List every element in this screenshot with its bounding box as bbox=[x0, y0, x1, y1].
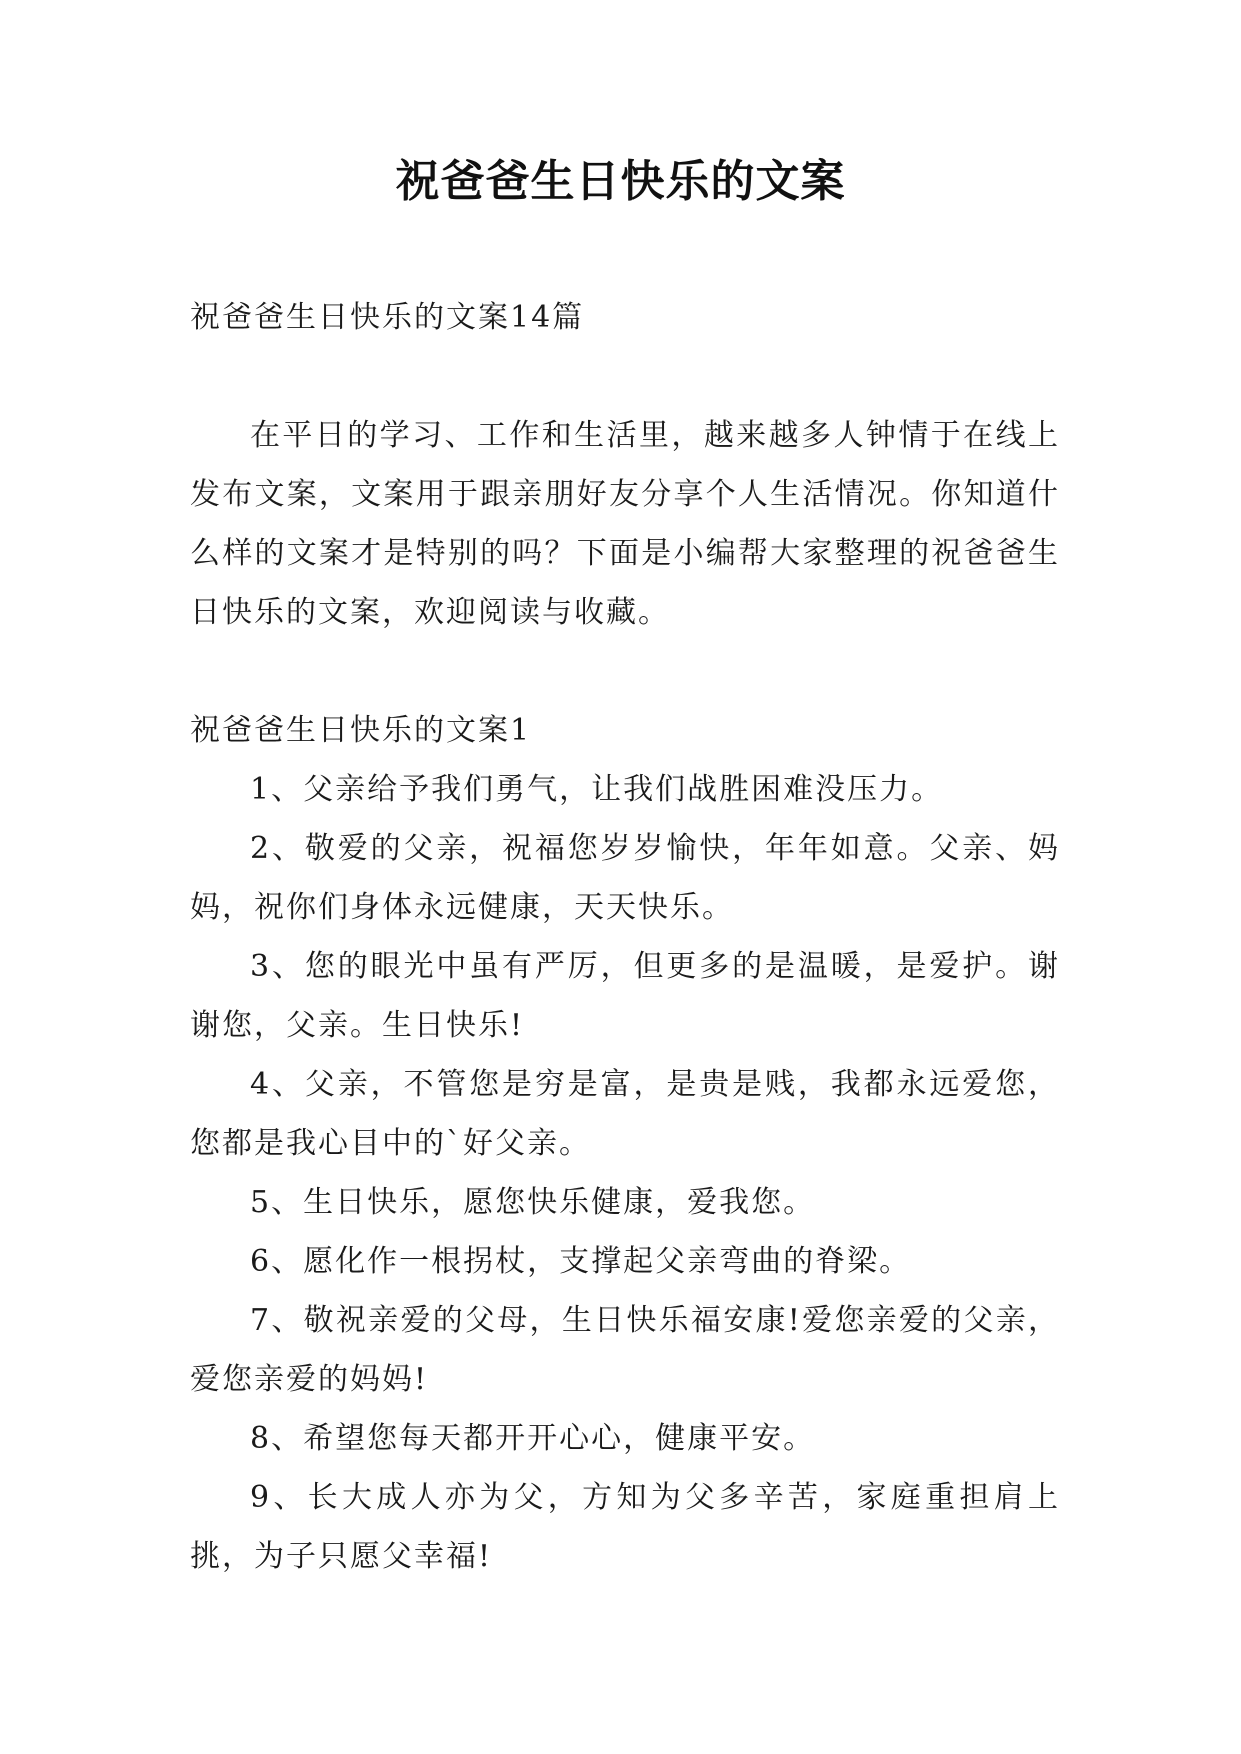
list-item: 4、父亲，不管您是穷是富，是贵是贱，我都永远爱您，您都是我心目中的`好父亲。 bbox=[190, 1067, 1060, 1161]
list-item: 2、敬爱的父亲，祝福您岁岁愉快，年年如意。父亲、妈妈，祝你们身体永远健康，天天快乐。 bbox=[190, 831, 1060, 925]
list-item: 6、愿化作一根拐杖，支撑起父亲弯曲的脊梁。 bbox=[250, 1244, 912, 1279]
list-item: 8、希望您每天都开开心心，健康平安。 bbox=[250, 1421, 816, 1456]
list-item: 5、生日快乐，愿您快乐健康，爱我您。 bbox=[250, 1185, 816, 1220]
document-title: 祝爸爸生日快乐的文案 bbox=[395, 156, 846, 207]
document-subtitle: 祝爸爸生日快乐的文案14篇 bbox=[190, 300, 585, 335]
list-item: 3、您的眼光中虽有严厉，但更多的是温暖，是爱护。谢谢您，父亲。生日快乐! bbox=[190, 949, 1060, 1043]
list-item: 7、敬祝亲爱的父母，生日快乐福安康!爱您亲爱的父亲，爱您亲爱的妈妈! bbox=[190, 1303, 1060, 1397]
document-body bbox=[190, 288, 1060, 1586]
list-item: 1、父亲给予我们勇气，让我们战胜困难没压力。 bbox=[250, 772, 944, 807]
section-heading: 祝爸爸生日快乐的文案1 bbox=[190, 713, 532, 748]
list-item: 9、长大成人亦为父，方知为父多辛苦，家庭重担肩上挑，为子只愿父幸福! bbox=[190, 1480, 1060, 1574]
intro-paragraph: 在平日的学习、工作和生活里，越来越多人钟情于在线上发布文案，文案用于跟亲朋好友分享个人生活情况。你知道什么样的文案才是特别的吗？下面是小编帮大家整理的祝爸爸生日快乐的文案，欢迎阅读与收藏。 bbox=[190, 418, 1060, 630]
